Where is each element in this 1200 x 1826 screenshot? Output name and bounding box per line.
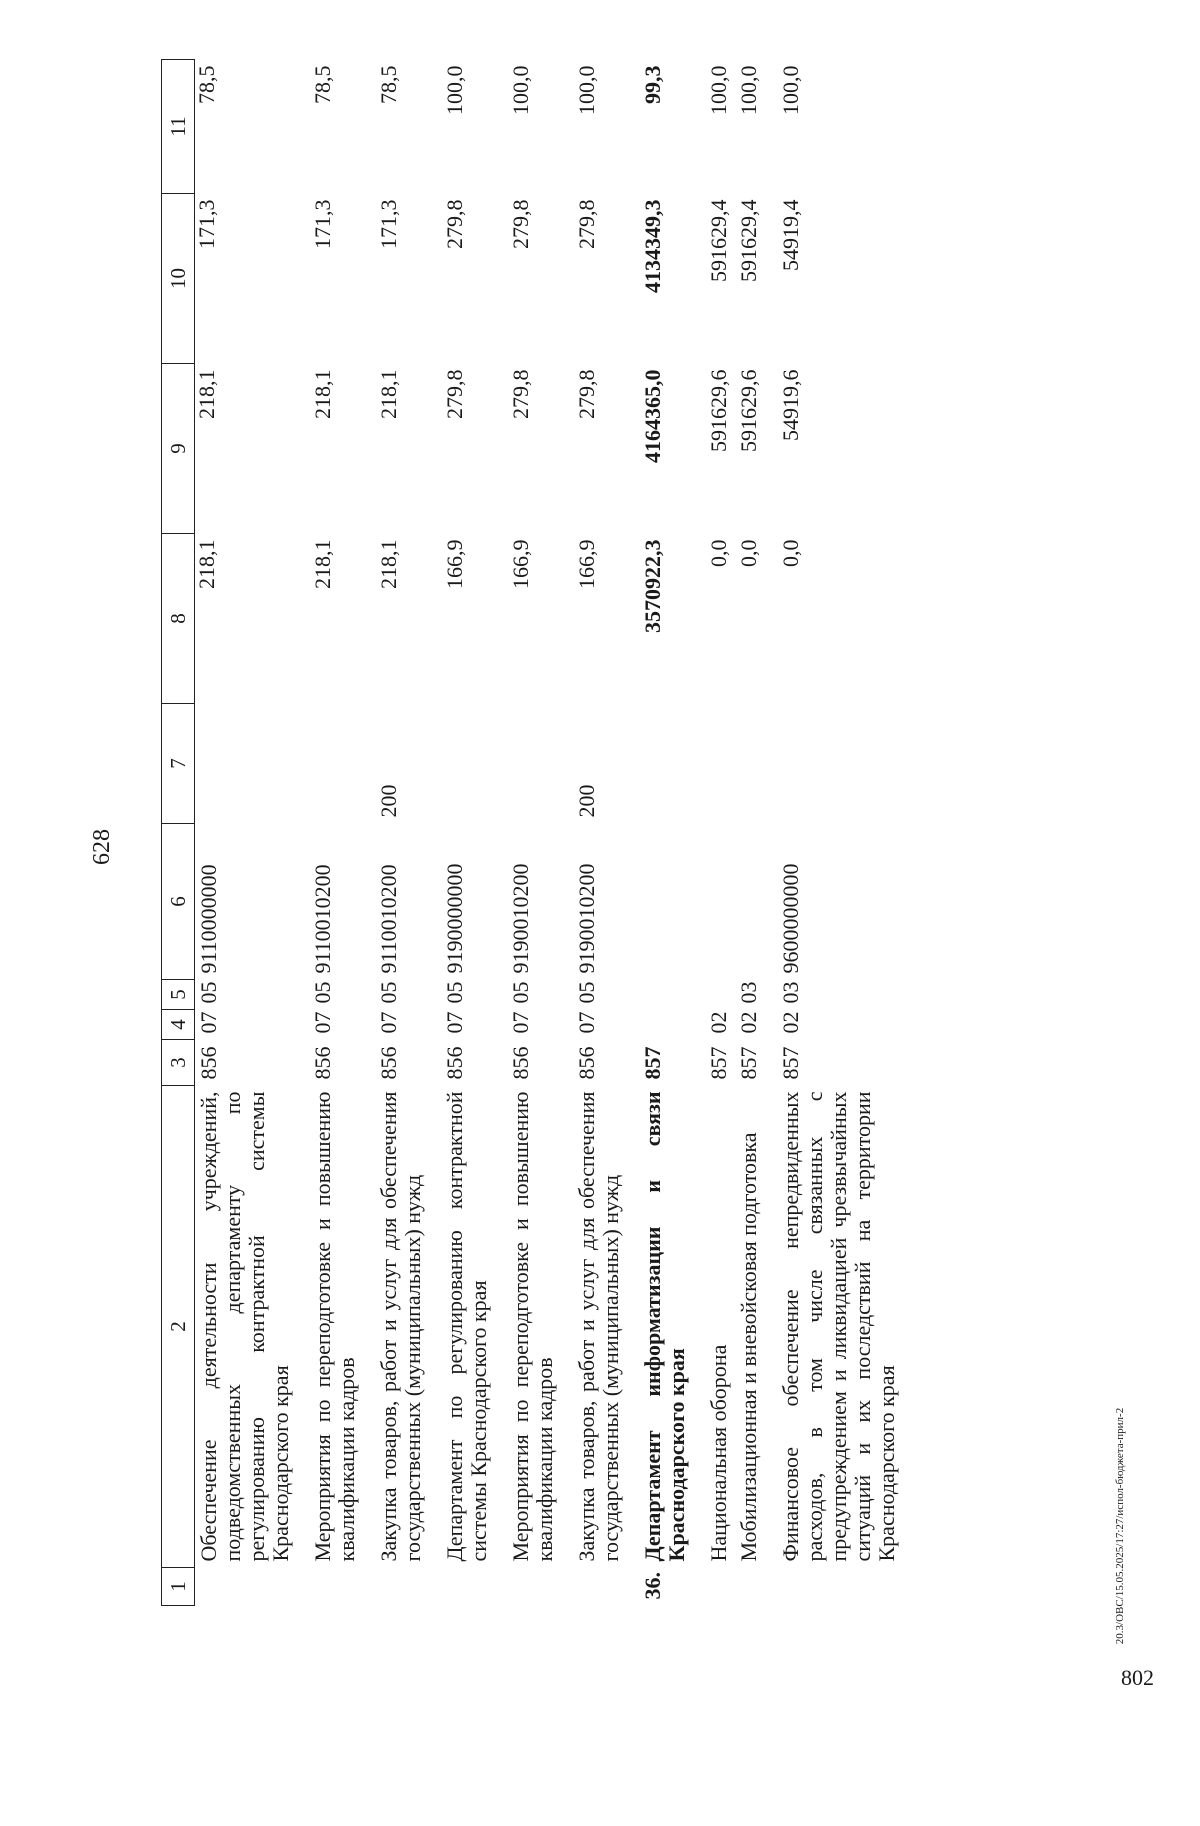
value-col11: 78,5	[310, 65, 335, 104]
value-col11: 99,3	[640, 65, 665, 104]
ministry-code: 856	[442, 1046, 467, 1080]
col-header: 11	[162, 60, 195, 194]
subsection-code: 05	[508, 981, 533, 1004]
row-name: Мобилизационная и вневойсковая подготовка	[736, 1132, 761, 1562]
expense-type-code	[507, 704, 573, 824]
table-row	[735, 60, 777, 1606]
value-col11: 100,0	[736, 65, 761, 115]
subsection-code: 05	[310, 981, 335, 1004]
col-header: 4	[162, 1010, 195, 1040]
table-row	[573, 60, 639, 1606]
ministry-code: 857	[640, 1046, 665, 1080]
table-row	[195, 60, 310, 1606]
value-col9: 218,1	[376, 369, 401, 419]
col-header: 3	[162, 1040, 195, 1086]
section-code: 02	[736, 1011, 761, 1034]
expense-type-code: 200	[376, 784, 401, 818]
subsection-code: 03	[736, 981, 761, 1004]
target-article-code: 9110010200	[310, 864, 335, 974]
expense-type-code	[735, 704, 777, 824]
value-col9: 279,8	[442, 369, 467, 419]
value-col8: 218,1	[376, 539, 401, 589]
row-number: 36.	[640, 1572, 665, 1600]
row-name: Обеспечение деятельности учреждений, подведомственных департаменту по регулированию контрактной системы Краснодарского края	[196, 1091, 293, 1562]
section-code: 07	[376, 1011, 401, 1034]
value-col9: 279,8	[574, 369, 599, 419]
section-code: 07	[508, 1011, 533, 1034]
row-number	[195, 1568, 310, 1606]
value-col9: 4164365,0	[640, 369, 665, 463]
expense-type-code: 200	[574, 784, 599, 818]
section-code: 07	[442, 1011, 467, 1034]
subsection-code: 05	[376, 981, 401, 1004]
table-row	[309, 60, 375, 1606]
target-article-code: 9190010200	[508, 863, 533, 974]
value-col9: 591629,6	[706, 369, 731, 452]
budget-table-rotated	[161, 60, 977, 1606]
value-col11: 100,0	[778, 65, 803, 115]
expense-type-code	[639, 704, 705, 824]
value-col11: 100,0	[508, 65, 533, 115]
row-number	[507, 1568, 573, 1606]
value-col8: 0,0	[736, 539, 761, 567]
ministry-code: 857	[736, 1046, 761, 1080]
col-header: 7	[162, 704, 195, 824]
value-col9: 591629,6	[736, 369, 761, 452]
ministry-code: 856	[508, 1046, 533, 1080]
value-col10: 171,3	[310, 199, 335, 249]
page-number-top: 628	[89, 829, 115, 865]
row-name: Национальная оборона	[706, 1344, 731, 1562]
row-name: Закупка товаров, работ и услуг для обеспечения государственных (муниципальных) нужд	[376, 1091, 425, 1562]
value-col8: 0,0	[706, 539, 731, 567]
value-col8: 166,9	[442, 539, 467, 589]
value-col8: 166,9	[508, 539, 533, 589]
value-col11: 78,5	[194, 65, 219, 104]
col-header: 1	[162, 1568, 195, 1606]
value-col10: 4134349,3	[640, 199, 665, 293]
ministry-code: 857	[778, 1046, 803, 1080]
section-code: 07	[574, 1011, 599, 1034]
row-number	[735, 1568, 777, 1606]
col-header: 10	[162, 194, 195, 364]
ministry-code: 856	[376, 1046, 401, 1080]
ministry-code: 856	[310, 1046, 335, 1080]
value-col8: 166,9	[574, 539, 599, 589]
row-name: Департамент информатизации и связи Краснодарского края	[640, 1091, 689, 1562]
col-header: 9	[162, 364, 195, 534]
subsection-code: 05	[574, 981, 599, 1004]
page-number-bottom: 802	[1121, 1665, 1154, 1690]
table-row	[777, 60, 903, 1606]
subsection-code: 05	[442, 981, 467, 1004]
target-article-code: 9190000000	[442, 863, 467, 974]
subsection-code: 03	[778, 981, 803, 1004]
row-number	[375, 1568, 441, 1606]
row-number	[705, 1568, 735, 1606]
value-col11: 100,0	[442, 65, 467, 115]
section-code: 07	[310, 1011, 335, 1034]
table-row	[507, 60, 573, 1606]
row-number	[309, 1568, 375, 1606]
section-code: 02	[706, 1011, 731, 1034]
col-header: 5	[162, 980, 195, 1010]
value-col8: 218,1	[310, 539, 335, 589]
expense-type-code	[705, 704, 735, 824]
value-col11: 100,0	[574, 65, 599, 115]
value-col10: 591629,4	[736, 199, 761, 282]
footer-note: 20.3/ОВС/15.05.2025/17:27/испол-бюджета-прил-2	[1114, 1407, 1126, 1645]
value-col8: 0,0	[778, 539, 803, 567]
subsection-code	[705, 980, 735, 1010]
target-article-code: 9110000000	[196, 864, 221, 974]
expense-type-code	[195, 704, 310, 824]
subsection-code: 05	[196, 981, 221, 1004]
table-row	[375, 60, 441, 1606]
table-row-department	[639, 60, 705, 1606]
value-col10: 171,3	[194, 199, 219, 249]
section-code	[639, 1010, 705, 1040]
row-name: Мероприятия по переподготовке и повышению квалификации кадров	[310, 1091, 359, 1562]
ministry-code: 856	[574, 1046, 599, 1080]
value-col11: 100,0	[706, 65, 731, 115]
value-col9: 218,1	[310, 369, 335, 419]
section-code: 02	[778, 1011, 803, 1034]
table-header-row	[162, 60, 195, 1606]
value-col10: 171,3	[376, 199, 401, 249]
expense-type-code	[777, 704, 903, 824]
target-article-code: 9190010200	[574, 863, 599, 974]
expense-type-code	[309, 704, 375, 824]
value-col9: 218,1	[194, 369, 219, 419]
subsection-code	[639, 980, 705, 1010]
budget-table	[161, 59, 903, 1606]
value-col11: 78,5	[376, 65, 401, 104]
value-col10: 279,8	[442, 199, 467, 249]
row-name: Департамент по регулированию контрактной системы Краснодарского края	[442, 1091, 491, 1562]
row-name: Мероприятия по переподготовке и повышению квалификации кадров	[508, 1091, 557, 1562]
col-header: 2	[162, 1086, 195, 1568]
row-number	[441, 1568, 507, 1606]
ministry-code: 856	[196, 1046, 221, 1080]
value-col9: 279,8	[508, 369, 533, 419]
section-code: 07	[196, 1011, 221, 1034]
value-col10: 279,8	[574, 199, 599, 249]
target-article-code	[735, 824, 777, 980]
row-name: Финансовое обеспечение непредвиденных расходов, в том числе связанных с предупреждением и ликвидацией чрезвычайных ситуаций и их последствий на территории Краснодарского края	[778, 1091, 899, 1562]
expense-type-code	[441, 704, 507, 824]
target-article-code: 9600000000	[778, 863, 803, 974]
value-col10: 591629,4	[706, 199, 731, 282]
table-row	[441, 60, 507, 1606]
row-number	[573, 1568, 639, 1606]
col-header: 6	[162, 824, 195, 980]
target-article-code: 9110010200	[376, 864, 401, 974]
row-number	[777, 1568, 903, 1606]
value-col9: 54919,6	[778, 369, 803, 441]
target-article-code	[639, 824, 705, 980]
value-col10: 279,8	[508, 199, 533, 249]
table-row	[705, 60, 735, 1606]
row-name: Закупка товаров, работ и услуг для обеспечения государственных (муниципальных) нужд	[574, 1091, 623, 1562]
value-col8: 3570922,3	[640, 539, 665, 633]
target-article-code	[705, 824, 735, 980]
col-header: 8	[162, 534, 195, 704]
value-col8: 218,1	[194, 539, 219, 589]
value-col10: 54919,4	[778, 199, 803, 271]
ministry-code: 857	[706, 1046, 731, 1080]
